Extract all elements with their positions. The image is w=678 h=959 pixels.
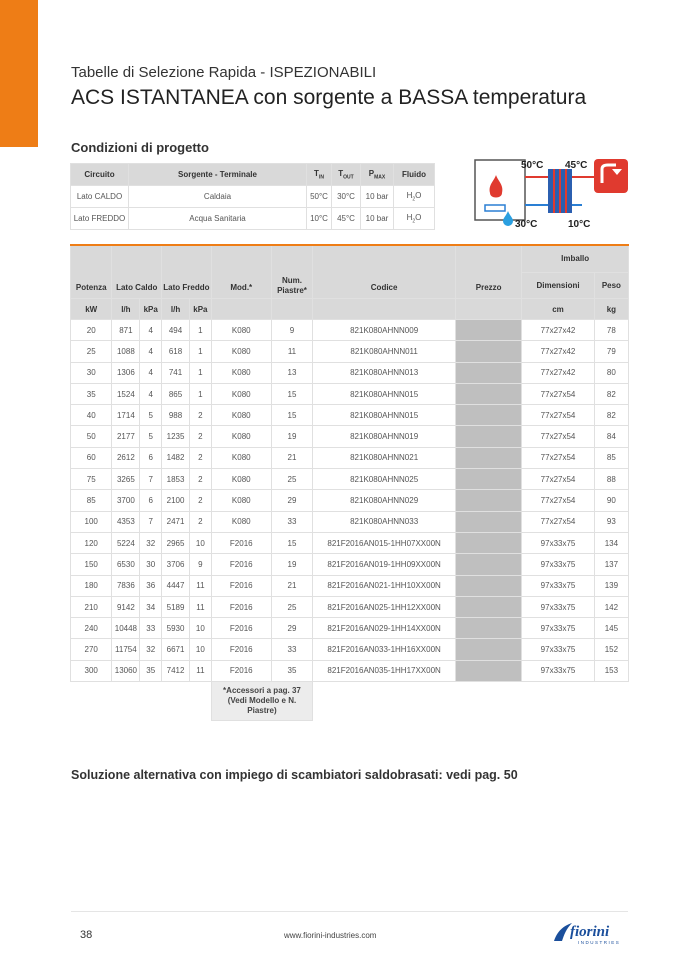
cell-kpa-freddo: 10 xyxy=(190,618,212,639)
cell-potenza: 40 xyxy=(71,405,112,426)
table-row xyxy=(71,532,629,553)
cell-peso: 84 xyxy=(594,426,628,447)
cell-peso: 79 xyxy=(594,341,628,362)
unit-empty xyxy=(271,299,312,320)
alternative-solution-note: Soluzione alternativa con impiego di scambiatori saldobrasati: vedi pag. 50 xyxy=(71,768,518,782)
temp-cold-out: 45°C xyxy=(565,160,588,171)
col-potenza: Potenza xyxy=(71,245,112,299)
cell-codice: 821F2016AN019-1HH09XX00N xyxy=(313,554,456,575)
cell-piastre: 29 xyxy=(271,618,312,639)
cell-peso: 152 xyxy=(594,639,628,660)
cell-kpa-freddo: 11 xyxy=(190,660,212,681)
col-sorgente: Sorgente - Terminale xyxy=(129,164,307,186)
fiorini-logo xyxy=(552,919,632,947)
cell-kpa-caldo: 30 xyxy=(140,554,162,575)
cell-potenza: 240 xyxy=(71,618,112,639)
unit-empty xyxy=(211,299,271,320)
cell-flow-caldo: 13060 xyxy=(112,660,140,681)
cell-kpa-freddo: 10 xyxy=(190,532,212,553)
unit-empty xyxy=(313,299,456,320)
cell-flow-caldo: 1088 xyxy=(112,341,140,362)
cell-codice: 821K080AHNN009 xyxy=(313,320,456,341)
cond-circuito: Lato CALDO xyxy=(71,186,129,208)
conditions-table xyxy=(70,163,435,230)
cell-prezzo xyxy=(456,447,522,468)
cell-flow-freddo: 5189 xyxy=(162,596,190,617)
cond-pmax: 10 bar xyxy=(361,208,394,230)
cell-dimensioni: 77x27x54 xyxy=(522,469,594,490)
cell-mod: F2016 xyxy=(211,575,271,596)
cell-potenza: 210 xyxy=(71,596,112,617)
cell-prezzo xyxy=(456,511,522,532)
cell-kpa-caldo: 32 xyxy=(140,639,162,660)
cell-prezzo xyxy=(456,426,522,447)
cell-flow-caldo: 9142 xyxy=(112,596,140,617)
cell-piastre: 21 xyxy=(271,575,312,596)
temp-hot-out: 30°C xyxy=(515,219,538,230)
cell-mod: K080 xyxy=(211,490,271,511)
cell-potenza: 300 xyxy=(71,660,112,681)
cell-piastre: 33 xyxy=(271,511,312,532)
table-row xyxy=(71,639,629,660)
unit-kg: kg xyxy=(594,299,628,320)
cell-dimensioni: 77x27x54 xyxy=(522,447,594,468)
cell-peso: 78 xyxy=(594,320,628,341)
cell-prezzo xyxy=(456,383,522,404)
cell-dimensioni: 77x27x54 xyxy=(522,405,594,426)
cond-fluido: $H_2O$ xyxy=(394,186,435,208)
cell-kpa-caldo: 5 xyxy=(140,426,162,447)
cell-mod: F2016 xyxy=(211,532,271,553)
cell-flow-freddo: 2100 xyxy=(162,490,190,511)
cell-prezzo xyxy=(456,469,522,490)
temp-hot-in: 50°C xyxy=(521,160,544,171)
cell-flow-caldo: 3265 xyxy=(112,469,140,490)
cell-flow-freddo: 2471 xyxy=(162,511,190,532)
unit-empty xyxy=(456,299,522,320)
cell-peso: 145 xyxy=(594,618,628,639)
footnote-row xyxy=(71,682,629,721)
cell-flow-freddo: 2965 xyxy=(162,532,190,553)
cell-kpa-caldo: 7 xyxy=(140,469,162,490)
cell-prezzo xyxy=(456,660,522,681)
cell-piastre: 13 xyxy=(271,362,312,383)
table-row xyxy=(71,490,629,511)
cell-flow-freddo: 741 xyxy=(162,362,190,383)
cell-dimensioni: 77x27x42 xyxy=(522,341,594,362)
cell-dimensioni: 97x33x75 xyxy=(522,554,594,575)
cell-flow-freddo: 1853 xyxy=(162,469,190,490)
cell-dimensioni: 77x27x42 xyxy=(522,362,594,383)
cell-piastre: 19 xyxy=(271,426,312,447)
cell-potenza: 50 xyxy=(71,426,112,447)
cell-prezzo xyxy=(456,341,522,362)
cell-kpa-freddo: 1 xyxy=(190,383,212,404)
cell-flow-freddo: 865 xyxy=(162,383,190,404)
cell-kpa-freddo: 1 xyxy=(190,362,212,383)
cell-codice: 821K080AHNN033 xyxy=(313,511,456,532)
cell-kpa-caldo: 33 xyxy=(140,618,162,639)
cond-tout: 45°C xyxy=(332,208,361,230)
unit-kw: kW xyxy=(71,299,112,320)
cond-tout: 30°C xyxy=(332,186,361,208)
cell-mod: K080 xyxy=(211,383,271,404)
temp-cold-in: 10°C xyxy=(568,219,591,230)
cell-codice: 821K080AHNN019 xyxy=(313,426,456,447)
cell-codice: 821K080AHNN013 xyxy=(313,362,456,383)
cell-potenza: 150 xyxy=(71,554,112,575)
unit-kpa: kPa xyxy=(190,299,212,320)
cell-prezzo xyxy=(456,596,522,617)
cell-mod: K080 xyxy=(211,320,271,341)
cell-mod: K080 xyxy=(211,362,271,383)
table-row xyxy=(71,426,629,447)
cell-potenza: 20 xyxy=(71,320,112,341)
cell-kpa-freddo: 2 xyxy=(190,405,212,426)
cond-circuito: Lato FREDDO xyxy=(71,208,129,230)
cell-potenza: 270 xyxy=(71,639,112,660)
cell-flow-caldo: 6530 xyxy=(112,554,140,575)
cell-potenza: 75 xyxy=(71,469,112,490)
table-row xyxy=(71,575,629,596)
col-codice: Codice xyxy=(313,245,456,299)
table-row xyxy=(71,511,629,532)
cell-kpa-freddo: 11 xyxy=(190,575,212,596)
cell-codice: 821K080AHNN015 xyxy=(313,383,456,404)
cell-peso: 82 xyxy=(594,383,628,404)
cell-potenza: 100 xyxy=(71,511,112,532)
cell-mod: K080 xyxy=(211,341,271,362)
col-lato-caldo: Lato Caldo xyxy=(112,245,162,299)
logo-subtext: INDUSTRIES xyxy=(578,940,621,945)
table-row xyxy=(71,596,629,617)
cell-flow-caldo: 5224 xyxy=(112,532,140,553)
cell-mod: K080 xyxy=(211,447,271,468)
cell-kpa-caldo: 4 xyxy=(140,341,162,362)
cell-dimensioni: 77x27x54 xyxy=(522,383,594,404)
cell-mod: K080 xyxy=(211,426,271,447)
cell-flow-caldo: 1524 xyxy=(112,383,140,404)
cell-flow-caldo: 871 xyxy=(112,320,140,341)
cell-piastre: 25 xyxy=(271,596,312,617)
cell-mod: F2016 xyxy=(211,618,271,639)
col-dimensioni: Dimensioni xyxy=(522,272,594,298)
col-tin: $T_{IN}$ xyxy=(307,164,332,186)
col-num-piastre: Num. Piastre* xyxy=(271,245,312,299)
cell-piastre: 25 xyxy=(271,469,312,490)
cell-flow-freddo: 1235 xyxy=(162,426,190,447)
col-circuito: Circuito xyxy=(71,164,129,186)
cell-codice: 821K080AHNN021 xyxy=(313,447,456,468)
cell-prezzo xyxy=(456,554,522,575)
cell-kpa-caldo: 6 xyxy=(140,490,162,511)
logo-text: fiorini xyxy=(570,924,610,940)
cell-potenza: 180 xyxy=(71,575,112,596)
cell-potenza: 30 xyxy=(71,362,112,383)
cell-prezzo xyxy=(456,575,522,596)
page-number: 38 xyxy=(80,929,93,941)
cell-peso: 142 xyxy=(594,596,628,617)
cond-pmax: 10 bar xyxy=(361,186,394,208)
cell-peso: 90 xyxy=(594,490,628,511)
cell-kpa-caldo: 34 xyxy=(140,596,162,617)
radiator-icon xyxy=(485,205,505,211)
cell-kpa-caldo: 32 xyxy=(140,532,162,553)
table-units-row xyxy=(71,299,629,320)
cell-mod: K080 xyxy=(211,511,271,532)
cell-peso: 139 xyxy=(594,575,628,596)
table-row xyxy=(71,554,629,575)
cell-dimensioni: 97x33x75 xyxy=(522,618,594,639)
cell-piastre: 15 xyxy=(271,532,312,553)
orange-page-tab xyxy=(0,0,38,147)
cell-dimensioni: 97x33x75 xyxy=(522,575,594,596)
cell-flow-caldo: 1714 xyxy=(112,405,140,426)
cell-kpa-freddo: 2 xyxy=(190,511,212,532)
col-fluido: Fluido xyxy=(394,164,435,186)
table-row xyxy=(71,618,629,639)
table-row xyxy=(71,405,629,426)
cell-flow-freddo: 988 xyxy=(162,405,190,426)
cell-flow-freddo: 3706 xyxy=(162,554,190,575)
cell-codice: 821F2016AN033-1HH16XX00N xyxy=(313,639,456,660)
col-pmax: $P_{MAX}$ xyxy=(361,164,394,186)
cell-dimensioni: 77x27x54 xyxy=(522,426,594,447)
cell-flow-caldo: 3700 xyxy=(112,490,140,511)
cond-tin: 10°C xyxy=(307,208,332,230)
cell-dimensioni: 97x33x75 xyxy=(522,596,594,617)
table-row xyxy=(71,362,629,383)
cell-kpa-freddo: 2 xyxy=(190,469,212,490)
col-lato-freddo: Lato Freddo xyxy=(162,245,212,299)
cell-piastre: 15 xyxy=(271,383,312,404)
cell-kpa-caldo: 36 xyxy=(140,575,162,596)
cell-piastre: 11 xyxy=(271,341,312,362)
cell-kpa-caldo: 4 xyxy=(140,383,162,404)
cell-peso: 88 xyxy=(594,469,628,490)
cell-dimensioni: 97x33x75 xyxy=(522,660,594,681)
footer-divider xyxy=(71,911,628,912)
cell-peso: 134 xyxy=(594,532,628,553)
cell-potenza: 25 xyxy=(71,341,112,362)
cell-codice: 821K080AHNN011 xyxy=(313,341,456,362)
cell-kpa-caldo: 7 xyxy=(140,511,162,532)
cell-flow-caldo: 4353 xyxy=(112,511,140,532)
cell-flow-freddo: 5930 xyxy=(162,618,190,639)
cell-piastre: 21 xyxy=(271,447,312,468)
table-row xyxy=(71,660,629,681)
heat-exchanger-diagram xyxy=(470,153,640,233)
cell-kpa-freddo: 11 xyxy=(190,596,212,617)
conditions-title: Condizioni di progetto xyxy=(71,140,209,155)
cell-codice: 821K080AHNN015 xyxy=(313,405,456,426)
col-prezzo: Prezzo xyxy=(456,245,522,299)
cell-kpa-caldo: 5 xyxy=(140,405,162,426)
cell-piastre: 9 xyxy=(271,320,312,341)
table-row xyxy=(71,469,629,490)
cell-kpa-freddo: 2 xyxy=(190,490,212,511)
unit-kpa: kPa xyxy=(140,299,162,320)
page-kicker: Tabelle di Selezione Rapida - ISPEZIONABILI xyxy=(71,64,377,81)
cell-flow-caldo: 1306 xyxy=(112,362,140,383)
cell-prezzo xyxy=(456,639,522,660)
table-row xyxy=(71,320,629,341)
cond-sorgente: Caldaia xyxy=(129,186,307,208)
cell-potenza: 60 xyxy=(71,447,112,468)
cell-kpa-caldo: 4 xyxy=(140,362,162,383)
cell-codice: 821K080AHNN029 xyxy=(313,490,456,511)
conditions-row-caldo xyxy=(71,186,435,208)
page-title: ACS ISTANTANEA con sorgente a BASSA temperatura xyxy=(71,86,587,109)
col-imballo: Imballo xyxy=(522,245,629,272)
cell-dimensioni: 77x27x42 xyxy=(522,320,594,341)
cell-codice: 821F2016AN035-1HH17XX00N xyxy=(313,660,456,681)
cell-codice: 821F2016AN021-1HH10XX00N xyxy=(313,575,456,596)
cell-codice: 821F2016AN029-1HH14XX00N xyxy=(313,618,456,639)
cell-mod: F2016 xyxy=(211,660,271,681)
col-mod: Mod.* xyxy=(211,245,271,299)
selection-table xyxy=(70,244,629,721)
col-tout: $T_{OUT}$ xyxy=(332,164,361,186)
cell-flow-freddo: 7412 xyxy=(162,660,190,681)
cell-piastre: 29 xyxy=(271,490,312,511)
cell-codice: 821F2016AN015-1HH07XX00N xyxy=(313,532,456,553)
cell-peso: 93 xyxy=(594,511,628,532)
cell-mod: F2016 xyxy=(211,639,271,660)
cell-piastre: 19 xyxy=(271,554,312,575)
cell-prezzo xyxy=(456,320,522,341)
cell-peso: 85 xyxy=(594,447,628,468)
cell-flow-freddo: 6671 xyxy=(162,639,190,660)
website-link[interactable]: www.fiorini-industries.com xyxy=(284,931,377,940)
cell-potenza: 120 xyxy=(71,532,112,553)
unit-lh: l/h xyxy=(162,299,190,320)
cell-flow-freddo: 618 xyxy=(162,341,190,362)
cell-flow-freddo: 494 xyxy=(162,320,190,341)
cell-kpa-freddo: 10 xyxy=(190,639,212,660)
accessories-footnote: *Accessori a pag. 37 (Vedi Modello e N. Piastre) xyxy=(211,682,312,721)
cell-kpa-caldo: 35 xyxy=(140,660,162,681)
cell-prezzo xyxy=(456,490,522,511)
cell-codice: 821F2016AN025-1HH12XX00N xyxy=(313,596,456,617)
cell-piastre: 33 xyxy=(271,639,312,660)
cell-peso: 137 xyxy=(594,554,628,575)
cell-peso: 153 xyxy=(594,660,628,681)
table-row xyxy=(71,447,629,468)
cell-piastre: 15 xyxy=(271,405,312,426)
conditions-row-freddo xyxy=(71,208,435,230)
cell-potenza: 35 xyxy=(71,383,112,404)
cell-flow-caldo: 2612 xyxy=(112,447,140,468)
cell-kpa-freddo: 2 xyxy=(190,426,212,447)
cell-piastre: 35 xyxy=(271,660,312,681)
cell-prezzo xyxy=(456,362,522,383)
cell-kpa-caldo: 4 xyxy=(140,320,162,341)
unit-lh: l/h xyxy=(112,299,140,320)
cell-kpa-freddo: 1 xyxy=(190,341,212,362)
cell-peso: 80 xyxy=(594,362,628,383)
cond-tin: 50°C xyxy=(307,186,332,208)
cell-dimensioni: 97x33x75 xyxy=(522,639,594,660)
cell-flow-caldo: 2177 xyxy=(112,426,140,447)
cell-prezzo xyxy=(456,532,522,553)
cell-flow-caldo: 10448 xyxy=(112,618,140,639)
cell-dimensioni: 77x27x54 xyxy=(522,490,594,511)
cell-kpa-caldo: 6 xyxy=(140,447,162,468)
cell-flow-freddo: 1482 xyxy=(162,447,190,468)
cell-codice: 821K080AHNN025 xyxy=(313,469,456,490)
table-row xyxy=(71,341,629,362)
cond-fluido: $H_2O$ xyxy=(394,208,435,230)
col-peso: Peso xyxy=(594,272,628,298)
cell-prezzo xyxy=(456,405,522,426)
cell-mod: F2016 xyxy=(211,554,271,575)
cell-peso: 82 xyxy=(594,405,628,426)
cell-flow-caldo: 11754 xyxy=(112,639,140,660)
cond-sorgente: Acqua Sanitaria xyxy=(129,208,307,230)
cell-kpa-freddo: 9 xyxy=(190,554,212,575)
cell-prezzo xyxy=(456,618,522,639)
cell-mod: F2016 xyxy=(211,596,271,617)
cell-mod: K080 xyxy=(211,469,271,490)
cell-dimensioni: 97x33x75 xyxy=(522,532,594,553)
cell-flow-caldo: 7836 xyxy=(112,575,140,596)
cell-kpa-freddo: 2 xyxy=(190,447,212,468)
table-header-group xyxy=(71,245,629,272)
cell-potenza: 85 xyxy=(71,490,112,511)
cell-mod: K080 xyxy=(211,405,271,426)
unit-cm: cm xyxy=(522,299,594,320)
cell-flow-freddo: 4447 xyxy=(162,575,190,596)
table-row xyxy=(71,383,629,404)
cell-dimensioni: 77x27x54 xyxy=(522,511,594,532)
conditions-header-row xyxy=(71,164,435,186)
cell-kpa-freddo: 1 xyxy=(190,320,212,341)
